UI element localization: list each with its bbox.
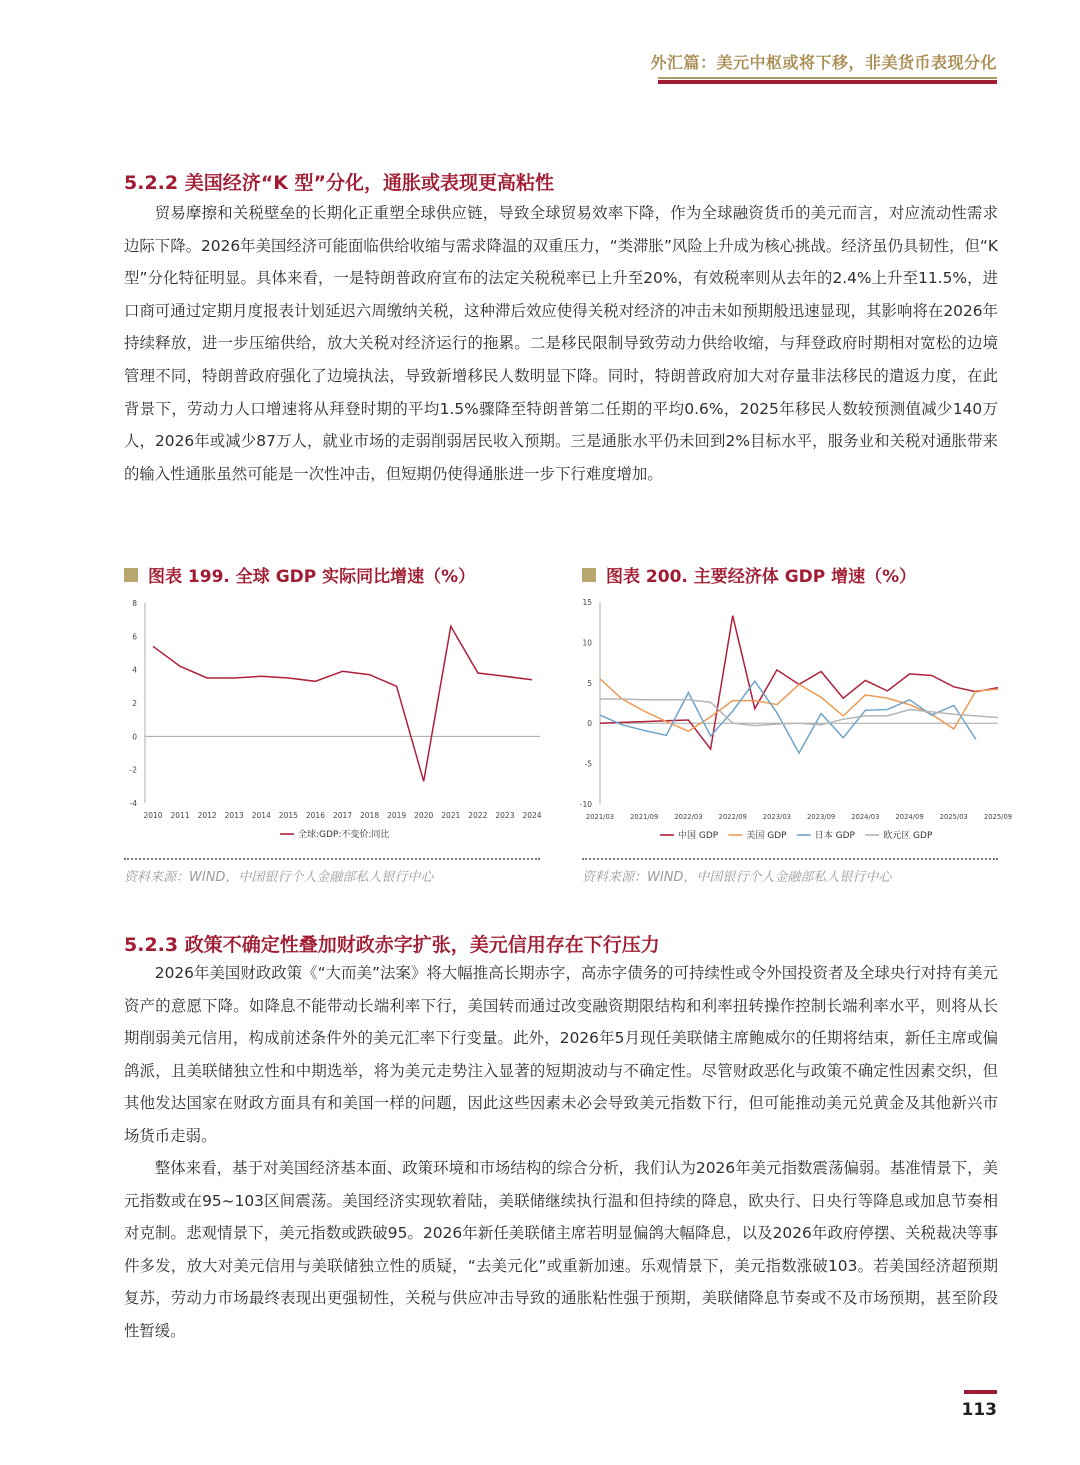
x-tick-label: 2018 [360,811,380,820]
x-tick-label: 2023/03 [762,813,792,821]
chart-global-gdp-svg [120,590,550,855]
y-tick-label: -4 [129,799,137,808]
y-tick-label: 15 [582,598,592,607]
x-tick-label: 2015 [278,811,298,820]
x-tick-label: 2016 [305,811,325,820]
header-rule-gold [658,77,997,79]
x-tick-label: 2021/09 [630,813,659,821]
legend-label: 全球:GDP:不变价:同比 [298,830,390,840]
legend-label: 美国 GDP [746,831,787,841]
x-tick-label: 2020 [414,811,434,820]
series-line--gdp [600,616,998,749]
figure-divider [124,858,540,860]
x-tick-label: 2025/03 [939,813,968,821]
x-tick-label: 2025/09 [983,813,1013,821]
x-tick-label: 2013 [224,811,244,820]
chart-major-economies-gdp-svg [578,590,1013,855]
x-tick-label: 2014 [251,811,271,820]
figure-marker-icon [582,568,596,582]
x-tick-label: 2023 [495,811,515,820]
legend-label: 欧元区 GDP [883,831,933,841]
chart-global-gdp [120,590,550,855]
section-title-5-2-2: 5.2.2 美国经济“K 型”分化，通胀或表现更高粘性 [124,172,555,194]
page-number-rule [964,1390,997,1394]
y-tick-label: 4 [132,665,137,675]
header-rule-red [658,80,997,84]
paragraph: 2026年美国财政政策《“大而美”法案》将大幅推高长期赤字，高赤字债务的可持续性或令外国投资者及全球央行对持有美元资产的意愿下降。如降息不能带动长端利率下行，美国转而通过改变融资期限结构和利率扭转操作控制长端利率水平，则将从长期削弱美元信用，构成前述条件外的美元汇率下行变量。此外，2026年5月现任美联储主席鲍威尔的任期将结束，新任主席或偏鸽派，且美联储独立性和中期选举，将为美元走势注入显著的短期波动与不确定性。尽管财政恶化与政策不确定性因素交织，但其他发达国家在财政方面具有和美国一样的问题，因此这些因素未必会导致美元指数下行，但可能推动美元兑黄金及其他新兴市场货币走弱。 [124,964,998,1145]
y-tick-label: 6 [132,632,137,642]
y-tick-label: -10 [579,800,592,809]
x-tick-label: 2017 [332,811,353,820]
figure-200-title [582,562,916,587]
figure-199-source: 资料来源：WIND，中国银行个人金融部私人银行中心 [124,870,434,885]
x-tick-label: 2024/03 [851,813,880,821]
y-tick-label: 0 [587,719,592,729]
y-tick-label: 10 [582,638,592,648]
page-number: 113 [961,1400,997,1420]
paragraph: 贸易摩擦和关税壁垒的长期化正重塑全球供应链，导致全球贸易效率下降，作为全球融资货币的美元而言，对应流动性需求边际下降。2026年美国经济可能面临供给收缩与需求降温的双重压力，“类滞胀”风险上升成为核心挑战。经济虽仍具韧性，但“K型”分化特征明显。具体来看，一是特朗普政府宣布的法定关税税率已上升至20%，有效税率则从去年的2.4%上升至11.5%，进口商可通过定期月度报表计划延迟六周缴纳关税，这种滞后效应使得关税对经济的冲击未如预期般迅速显现，其影响将在2026年持续释放，进一步压缩供给，放大关税对经济运行的拖累。二是移民限制导致劳动力供给收缩，与拜登政府时期相对宽松的边境管理不同，特朗普政府强化了边境执法，导致新增移民人数明显下降。同时，特朗普政府加大对存量非法移民的遣返力度，在此背景下，劳动力人口增速将从拜登时期的平均1.5%骤降至特朗普第二任期的平均0.6%，2025年移民人数较预测值减少140万人，2026年或减少87万人，就业市场的走弱削弱居民收入预期。三是通胀水平仍未回到2%目标水平，服务业和关税对通胀带来的输入性通胀虽然可能是一次性冲击，但短期仍使得通胀进一步下行难度增加。 [124,204,998,483]
x-tick-label: 2023/09 [806,813,836,821]
section-title-5-2-3: 5.2.3 政策不确定性叠加财政赤字扩张，美元信用存在下行压力 [124,934,660,956]
legend-label: 中国 GDP [678,831,719,841]
figure-divider [582,858,998,860]
y-tick-label: 0 [132,732,137,742]
legend-label: 日本 GDP [814,831,856,841]
x-tick-label: 2010 [143,811,163,820]
chart-major-economies-gdp [578,590,1013,855]
x-tick-label: 2011 [170,811,190,820]
figure-200-source: 资料来源：WIND，中国银行个人金融部私人银行中心 [582,870,892,885]
y-tick-label: 5 [587,678,592,688]
figure-marker-icon [124,568,138,582]
x-tick-label: 2021/03 [585,813,615,821]
figure-200-title-text: 图表 200. 主要经济体 GDP 增速（%） [606,567,917,587]
y-tick-label: -5 [584,759,592,769]
paragraph: 整体来看，基于对美国经济基本面、政策环境和市场结构的综合分析，我们认为2026年美元指数震荡偏弱。基准情景下，美元指数或在95~103区间震荡。美国经济实现软着陆，美联储继续执行温和但持续的降息，欧央行、日央行等降息或加息节奏相对克制。悲观情景下，美元指数或跌破95。2026年新任美联储主席若明显偏鸽大幅降息，以及2026年政府停摆、关税裁决等事件多发，放大对美元信用与美联储独立性的质疑，“去美元化”或重新加速。乐观情景下，美元指数涨破103。若美国经济超预期复苏，劳动力市场最终表现出更强韧性，关税与供应冲击导致的通胀粘性强于预期，美联储降息节奏或不及市场预期，甚至阶段性暂缓。 [124,1159,998,1340]
running-header-title: 外汇篇：美元中枢或将下移，非美货币表现分化 [650,53,997,72]
x-tick-label: 2022/03 [674,813,703,821]
y-tick-label: 8 [132,599,137,608]
x-tick-label: 2024/09 [895,813,924,821]
figure-199-title [124,562,475,587]
x-tick-label: 2022 [468,811,488,820]
figure-199-title-text: 图表 199. 全球 GDP 实际同比增速（%） [148,567,476,587]
series-line--gdp- [153,626,532,781]
x-tick-label: 2021 [441,811,461,820]
y-tick-label: 2 [132,699,137,708]
x-tick-label: 2019 [387,811,407,820]
x-tick-label: 2024 [522,811,542,820]
x-tick-label: 2022/09 [718,813,747,821]
y-tick-label: -2 [129,765,137,775]
x-tick-label: 2012 [197,811,217,820]
